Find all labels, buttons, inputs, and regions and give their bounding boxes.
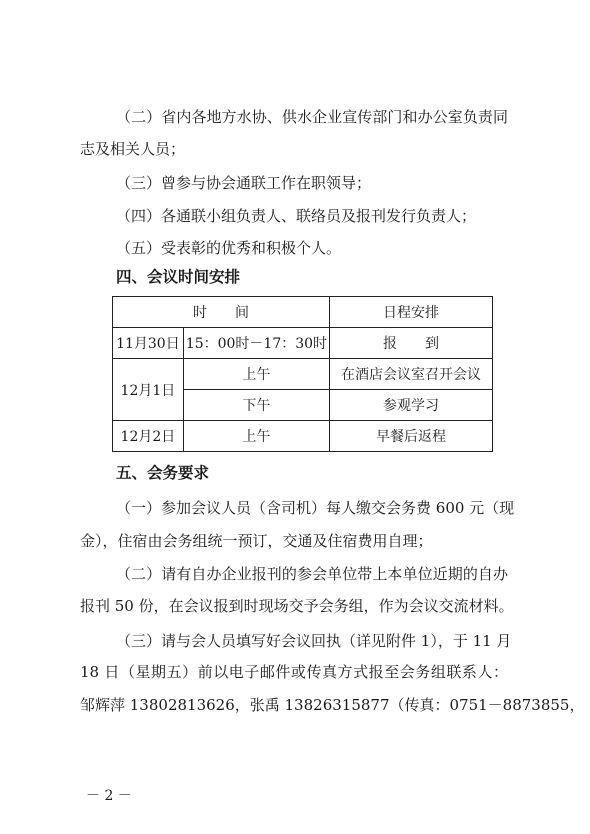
table-cell-agenda: 参观学习 bbox=[330, 390, 493, 421]
section-5-heading: 五、会务要求 bbox=[116, 464, 210, 482]
paragraph-4: （四）各通联小组负责人、联络员及报刊发行负责人； bbox=[116, 207, 477, 225]
table-cell-time: 上午 bbox=[183, 359, 329, 390]
table-row bbox=[113, 359, 493, 390]
paragraph-2-line-1: （二）省内各地方水协、供水企业宣传部门和办公室负责同 bbox=[116, 108, 508, 126]
item-1-line-1: （一）参加会议人员（含司机）每人缴交会务费 600 元（现 bbox=[116, 499, 515, 517]
table-cell-date: 12月2日 bbox=[113, 421, 184, 452]
table-cell-date: 11月30日 bbox=[113, 328, 184, 359]
table-row bbox=[113, 328, 493, 359]
table-cell-agenda: 在酒店会议室召开会议 bbox=[330, 359, 493, 390]
paragraph-5: （五）受表彰的优秀和积极个人。 bbox=[116, 239, 342, 257]
table-cell-time: 下午 bbox=[183, 390, 329, 421]
item-1-line-2: 金），住宿由会务组统一预订，交通及住宿费用自理； bbox=[80, 532, 433, 550]
table-cell-time: 15：00时－17：30时 bbox=[183, 328, 329, 359]
table-cell-time: 上午 bbox=[183, 421, 329, 452]
table-header-time: 时 间 bbox=[113, 297, 330, 328]
item-3-line-1: （三）请与会人员填写好会议回执（详见附件 1），于 11 月 bbox=[116, 632, 512, 650]
item-3-line-3: 邹辉萍 13802813626，张禹 13826315877（传真：0751－8873855， bbox=[80, 696, 585, 714]
table-header-agenda: 日程安排 bbox=[330, 297, 493, 328]
item-2-line-2: 报刊 50 份，在会议报到时现场交予会务组，作为会议交流材料。 bbox=[80, 597, 514, 615]
table-cell-agenda: 早餐后返程 bbox=[330, 421, 493, 452]
item-2-line-1: （二）请有自办企业报刊的参会单位带上本单位近期的自办 bbox=[116, 565, 508, 583]
page-number: － 2 － bbox=[86, 788, 132, 804]
table-row bbox=[113, 421, 493, 452]
paragraph-2-line-2: 志及相关人员； bbox=[80, 140, 186, 158]
paragraph-3: （三）曾参与协会通联工作在职领导； bbox=[116, 174, 372, 192]
item-3-line-2: 18 日（星期五）前以电子邮件或传真方式报至会务组联系人： bbox=[80, 663, 508, 681]
table-header-row bbox=[113, 297, 493, 328]
table-cell-date: 12月1日 bbox=[113, 359, 184, 421]
table-cell-agenda: 报 到 bbox=[330, 328, 493, 359]
schedule-table bbox=[112, 296, 493, 452]
section-4-heading: 四、会议时间安排 bbox=[116, 268, 241, 286]
